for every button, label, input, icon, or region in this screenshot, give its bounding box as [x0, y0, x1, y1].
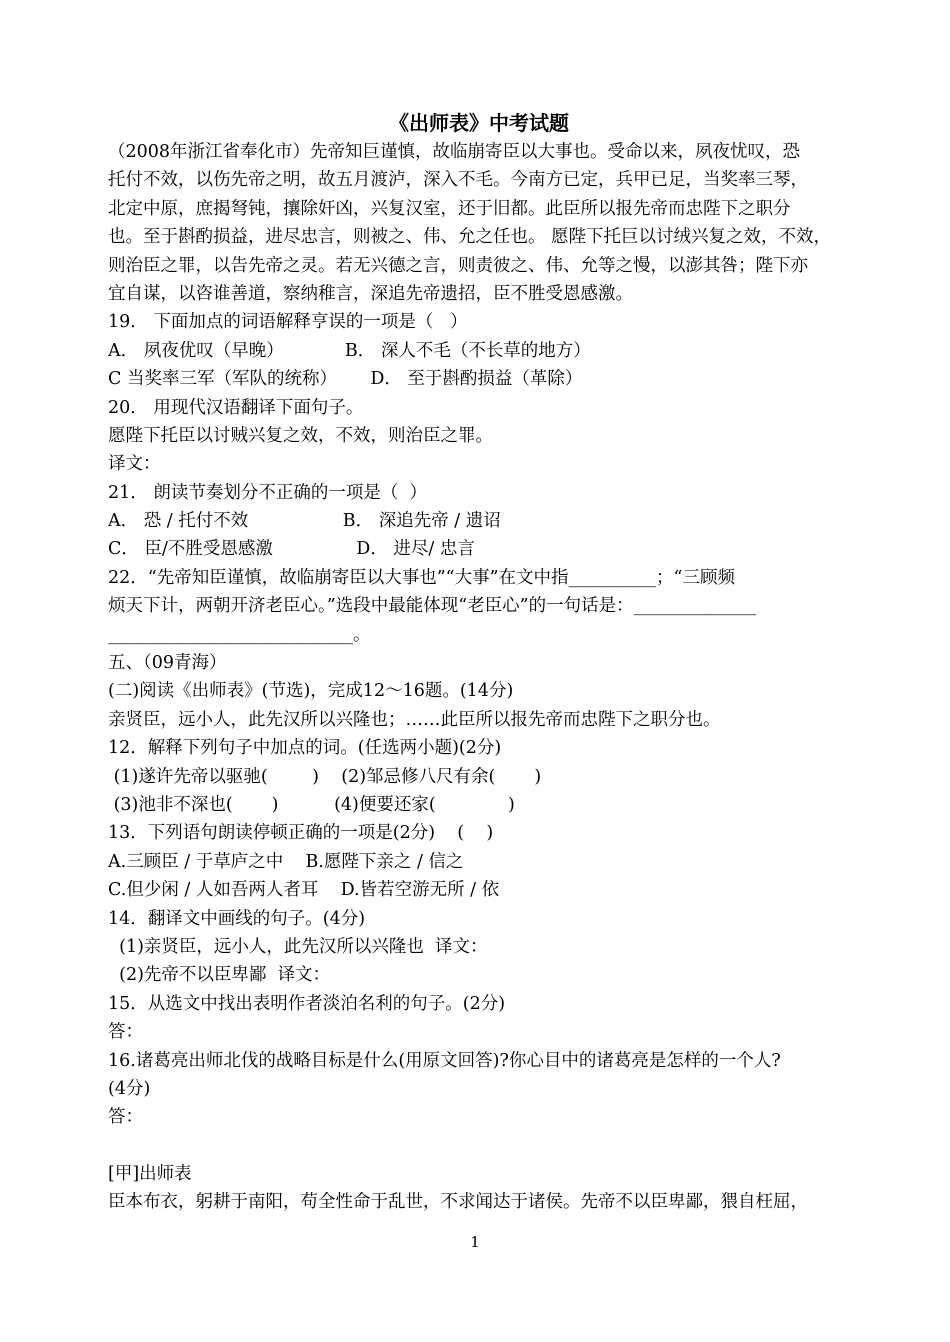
text-line: 19． 下面加点的词语解释亨误的一项是（ ）: [108, 312, 468, 333]
text-line: 北定中原，庶揭弩钝，攘除奸凶，兴复汉室，还于旧都。此臣所以报先帝而忠陛下之职分: [108, 198, 791, 219]
text-line: (二)阅读《出师表》(节选)，完成12～16题。(14分): [108, 681, 514, 702]
text-line: C． 臣/不胜受恩感激 D． 进尽/ 忠言: [108, 539, 475, 560]
document-body: [108, 108, 850, 1217]
page-number: 1: [470, 1233, 480, 1251]
text-line: 12．解释下列句子中加点的词。(任选两小题)(2分): [108, 738, 502, 759]
text-line: ____________________________。: [108, 624, 371, 645]
text-line: (3)池非不深也( ) (4)便要还家( ): [108, 794, 515, 815]
text-line: 答：: [108, 1022, 143, 1043]
text-line: 13．下列语句朗读停顿正确的一项是(2分) ( ): [108, 823, 494, 844]
text-line: 译文：: [108, 454, 161, 475]
text-line: (4分): [108, 1078, 151, 1099]
text-line: [甲]出师表: [108, 1164, 192, 1185]
text-line: 14．翻译文中画线的句子。(4分): [108, 908, 366, 929]
text-line: 也。至于斟酌损益，进尽忠言，则被之、伟、允之任也。 愿陛下托巨以讨绒兴复之效，不效，: [108, 227, 832, 248]
text-line: 五、（09青海）: [108, 653, 227, 674]
blank-line: [108, 1132, 850, 1160]
text-line: 22．“先帝知臣谨慎，故临崩寄臣以大事也”“大事”在文中指__________；“三顾频: [108, 567, 735, 588]
text-line: （2008年浙江省奉化市）先帝知巨谨慎，故临崩寄臣以大事也。受命以来，夙夜忧叹，恐: [108, 142, 801, 162]
text-line: 托付不效，以伤先帝之明，故五月渡泸，深入不毛。今南方已定，兵甲已足，当奖率三琴，: [108, 170, 808, 191]
text-line: 21． 朗读节奏划分不正确的一项是（ ）: [108, 482, 427, 503]
text-line: 16.诸葛亮出师北伐的战略目标是什么(用原文回答)?你心目中的诸葛亮是怎样的一个人?: [108, 1050, 781, 1071]
text-line: 宜自谋，以咨谁善道，察纳稚言，深追先帝遗招，臣不胜受恩感激。: [108, 283, 633, 304]
text-line: 愿陛下托臣以讨贼兴复之效，不效，则治臣之罪。: [108, 425, 493, 446]
text-line: C.但少闲 / 人如吾两人者耳 D.皆若空游无所 / 依: [108, 880, 500, 901]
text-line: C 当奖率三军（军队的统称） D． 至于斟酌损益（革除）: [108, 369, 583, 390]
text-line: 答：: [108, 1107, 143, 1128]
text-line: A.三顾臣 / 于草庐之中 B.愿陛下亲之 / 信之: [108, 851, 464, 872]
text-line: 则治臣之罪，以告先帝之灵。若无兴德之言，则责彼之、伟、允等之慢，以澎其咎；陛下亦: [108, 255, 808, 276]
passage-2008-fenghua: [108, 138, 850, 649]
text-line: 烦天下计，两朝开济老臣心。”选段中最能体现“老臣心”的一句话是：______________: [108, 596, 757, 617]
text-line: 15．从选文中找出表明作者淡泊名利的句子。(2分): [108, 993, 506, 1014]
text-line: 亲贤臣，远小人，此先汉所以兴隆也；……此臣所以报先帝而忠陛下之职分也。: [108, 709, 721, 730]
passage-jia-chushibiao: [108, 1160, 850, 1217]
document-title: 《出师表》中考试题: [389, 111, 569, 135]
text-line: (2)先帝不以臣卑鄙 译文：: [108, 965, 331, 986]
text-line: (1)亲贤臣，远小人，此先汉所以兴隆也 译文：: [108, 936, 488, 957]
text-line: 臣本布衣，躬耕于南阳，苟全性命于乱世，不求闻达于诸侯。先帝不以臣卑鄙，猥自枉屈，: [108, 1192, 808, 1213]
text-line: A． 恐 / 托付不效 B． 深追先帝 / 遗诏: [108, 511, 501, 532]
passage-09-qinghai: [108, 649, 850, 1132]
text-line: 20． 用现代汉语翻译下面句子。: [108, 397, 364, 418]
text-line: (1)遂许先帝以驱驰( ) (2)邹忌修八尺有余( ): [108, 766, 542, 787]
text-line: A． 夙夜优叹（早晚） B． 深人不毛（不长草的地方）: [108, 340, 591, 361]
